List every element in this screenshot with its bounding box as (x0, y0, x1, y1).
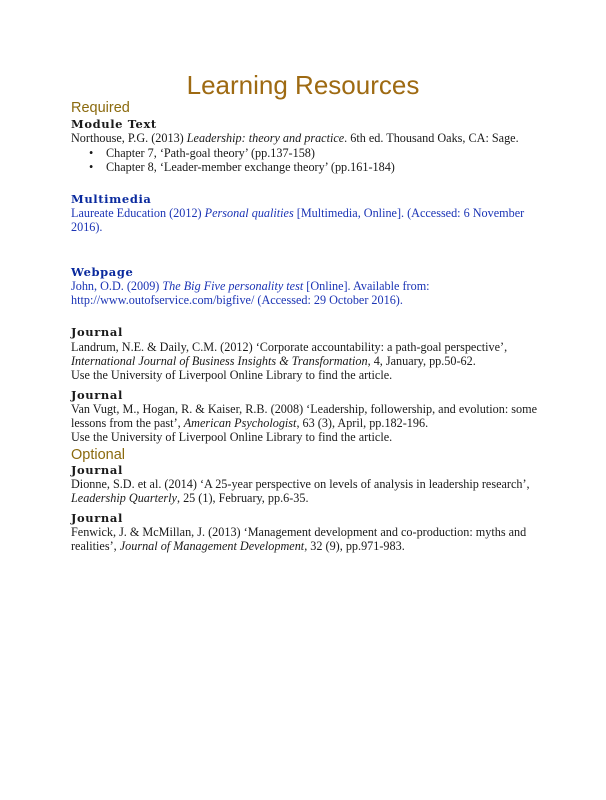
module-text-heading: Module Text (71, 117, 157, 131)
journal-heading: Journal (71, 511, 123, 525)
journal-note: Use the University of Liverpool Online Library to find the article. (71, 368, 393, 382)
journal-reference-line-1: Landrum, N.E. & Daily, C.M. (2012) ‘Corporate accountability: a path-goal perspective’, (71, 340, 508, 354)
webpage-heading: Webpage (71, 265, 134, 279)
journal-reference-line-1: Dionne, S.D. et al. (2014) ‘A 25-year perspective on levels of analysis in leadership research’, (71, 477, 530, 491)
journal-reference-line-2: Leadership Quarterly, 25 (1), February, pp.6-35. (71, 491, 309, 505)
journal-reference-line-2: International Journal of Business Insights & Transformation, 4, January, pp.50-62. (71, 354, 476, 368)
multimedia-heading: Multimedia (71, 192, 152, 206)
module-text-reference: Northouse, P.G. (2013) Leadership: theory and practice. 6th ed. Thousand Oaks, CA: Sage. (71, 131, 519, 145)
webpage-reference-line-1: John, O.D. (2009) The Big Five personality test [Online]. Available from: (71, 279, 430, 293)
multimedia-reference-line-1: Laureate Education (2012) Personal qualities [Multimedia, Online]. (Accessed: 6 November (71, 206, 525, 220)
journal-heading: Journal (71, 463, 123, 477)
journal-reference-line-2: lessons from the past’, American Psychologist, 63 (3), April, pp.182-196. (71, 416, 429, 430)
section-optional: Optional (71, 447, 126, 463)
multimedia-reference-line-2: 2016). (71, 220, 103, 234)
section-required: Required (71, 100, 130, 116)
list-item: Chapter 8, ‘Leader-member exchange theory’ (pp.161-184) (106, 160, 395, 174)
bullet-icon: • (89, 146, 94, 160)
list-item: Chapter 7, ‘Path-goal theory’ (pp.137-158) (106, 146, 315, 160)
journal-reference-line-1: Fenwick, J. & McMillan, J. (2013) ‘Management development and co-production: myths and (71, 525, 527, 539)
journal-heading: Journal (71, 325, 123, 339)
journal-note: Use the University of Liverpool Online Library to find the article. (71, 430, 393, 444)
journal-reference-line-1: Van Vugt, M., Hogan, R. & Kaiser, R.B. (2008) ‘Leadership, followership, and evolution: some (71, 402, 538, 416)
webpage-link[interactable]: http://www.outofservice.com/bigfive/ (Accessed: 29 October 2016). (71, 293, 403, 307)
journal-reference-line-2: realities’, Journal of Management Development, 32 (9), pp.971-983. (71, 539, 405, 553)
bullet-icon: • (89, 160, 94, 174)
journal-heading: Journal (71, 388, 123, 402)
page-title: Learning Resources (186, 70, 420, 100)
